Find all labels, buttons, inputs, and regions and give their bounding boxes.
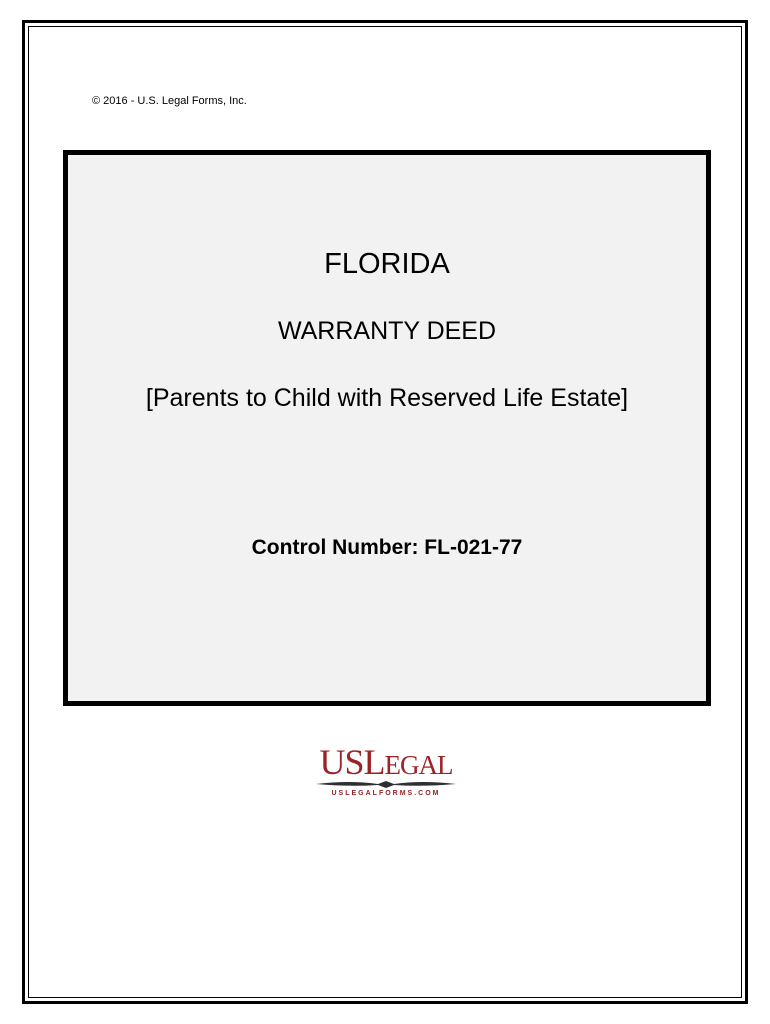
state-title: FLORIDA bbox=[324, 248, 450, 280]
deed-subtitle: [Parents to Child with Reserved Life Estate] bbox=[145, 384, 629, 412]
control-number: Control Number: FL-021-77 bbox=[251, 536, 523, 559]
logo-wordmark: USLEGAL bbox=[319, 742, 453, 782]
eagle-swoosh-icon bbox=[314, 779, 458, 789]
logo-url: USLEGALFORMS.COM bbox=[331, 790, 441, 797]
deed-title: WARRANTY DEED bbox=[277, 317, 497, 345]
uslegal-logo bbox=[312, 744, 460, 800]
copyright-notice: © 2016 - U.S. Legal Forms, Inc. bbox=[92, 95, 247, 107]
title-box bbox=[63, 150, 711, 706]
